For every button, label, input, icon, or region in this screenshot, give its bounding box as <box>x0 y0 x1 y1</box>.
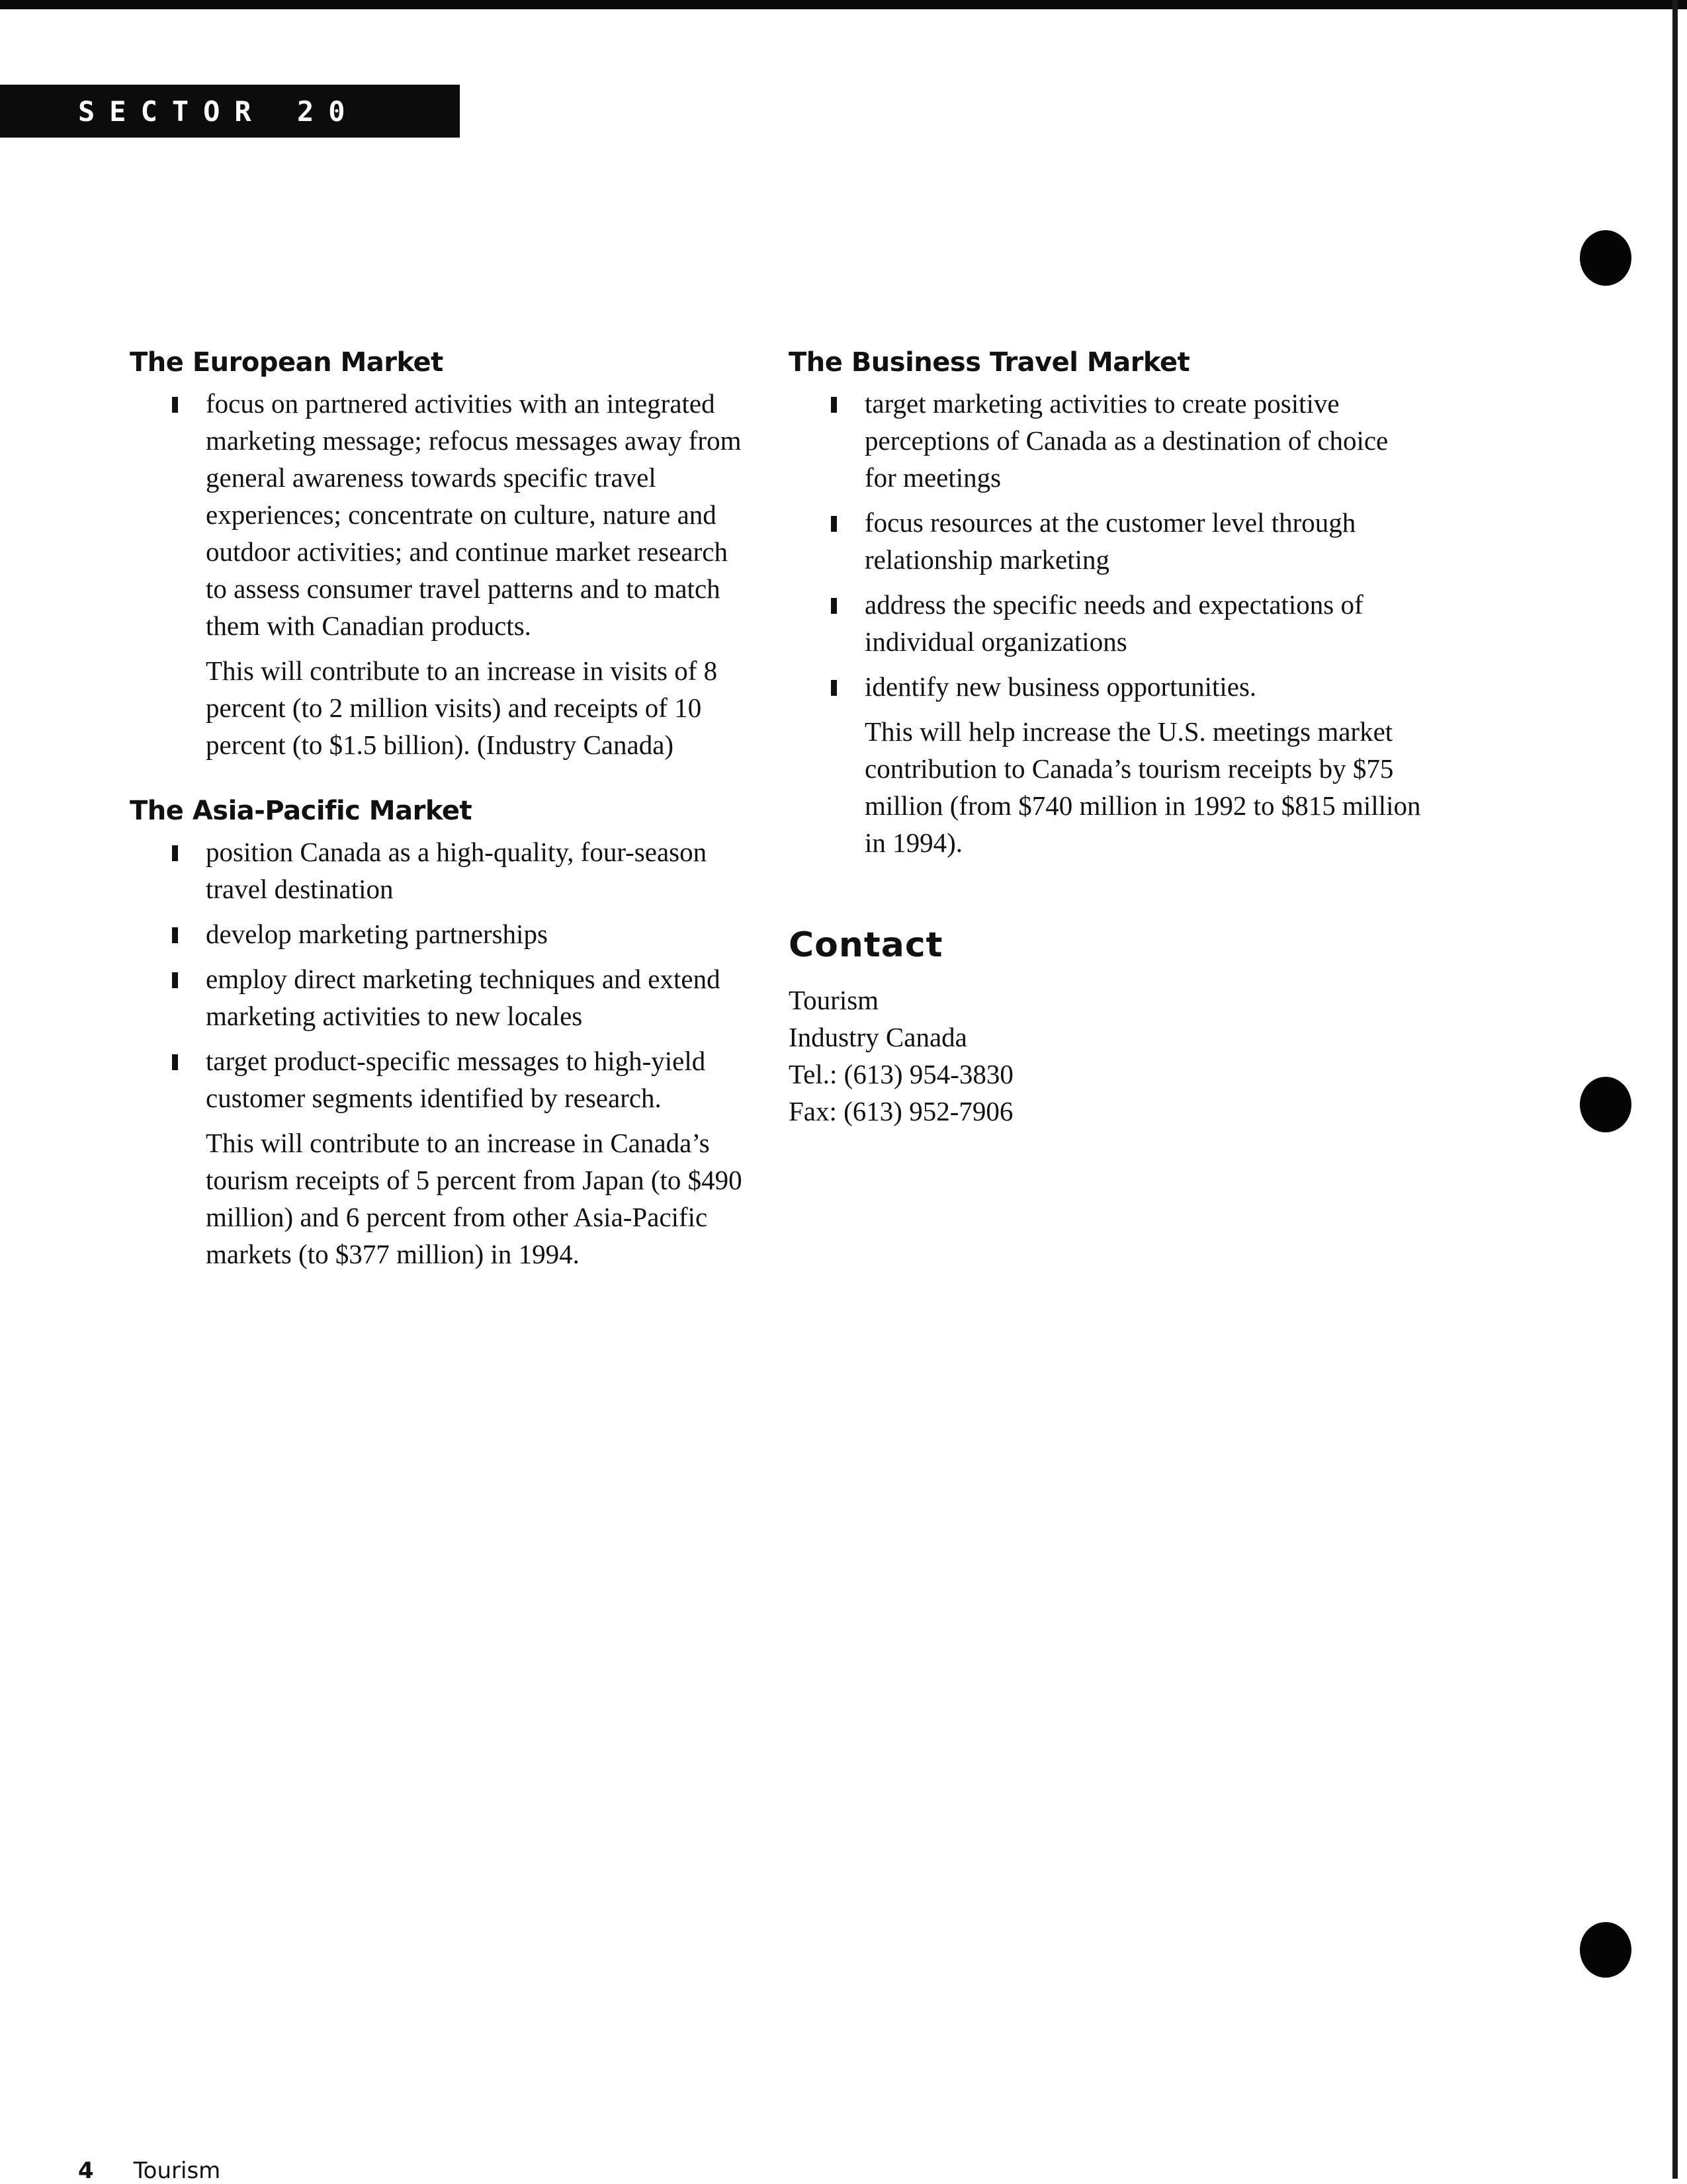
bullet-marker-icon <box>172 1054 178 1070</box>
page-footer <box>78 2158 220 2184</box>
bullet-marker-icon <box>831 516 837 532</box>
sector-tab <box>0 85 460 138</box>
business-travel-market-bullets <box>789 385 1424 705</box>
bullet-text: employ direct marketing techniques and extend marketing activities to new locales <box>206 964 720 1031</box>
business-travel-market-section <box>789 344 1424 861</box>
contact-phone: Tel.: (613) 954-3830 <box>789 1059 1014 1089</box>
list-item <box>789 668 1424 705</box>
bullet-marker-icon <box>172 972 178 988</box>
bullet-text: position Canada as a high-quality, four-season travel destination <box>206 837 707 904</box>
scan-right-edge <box>1672 0 1678 2179</box>
punch-hole-top <box>1580 230 1631 286</box>
list-item <box>789 504 1424 578</box>
left-column <box>130 344 745 1273</box>
bullet-marker-icon <box>172 845 178 861</box>
bullet-marker-icon <box>831 397 837 413</box>
list-item <box>130 833 745 907</box>
contact-fax: Fax: (613) 952-7906 <box>789 1096 1014 1126</box>
bullet-text: address the specific needs and expectations of individual organizations <box>865 589 1363 657</box>
european-market-section <box>130 344 745 763</box>
list-item <box>789 385 1424 496</box>
footer-section-name: Tourism <box>133 2158 221 2184</box>
list-item <box>789 586 1424 660</box>
european-market-bullets <box>130 385 745 644</box>
list-item <box>130 385 745 644</box>
list-item <box>130 1042 745 1116</box>
contact-section <box>789 922 1424 1130</box>
bullet-text: focus on partnered activities with an integrated marketing message; refocus messages away from general awareness towards specific travel experiences; concentrate on culture, nature and outdoor activities; and continue market research to assess consumer travel patterns and to match them with Canadian products. <box>206 388 742 641</box>
punch-hole-middle <box>1580 1077 1631 1132</box>
contact-heading: Contact <box>789 925 943 965</box>
list-item <box>130 915 745 952</box>
asia-pacific-market-outcome: This will contribute to an increase in Canada’s tourism receipts of 5 percent from Japan (to $490 million) and 6 percent from other Asia-Pacific markets (to $377 million) in 1994. <box>206 1128 742 1269</box>
asia-pacific-market-section <box>130 792 745 1273</box>
list-item <box>130 960 745 1034</box>
bullet-marker-icon <box>172 397 178 413</box>
page-number: 4 <box>78 2158 94 2184</box>
business-travel-market-outcome: This will help increase the U.S. meetings market contribution to Canada’s tourism receipts by $75 million (from $740 million in 1992 to $815 million in 1994). <box>865 716 1421 858</box>
bullet-text: target product-specific messages to high-yield customer segments identified by research. <box>206 1046 706 1113</box>
bullet-text: target marketing activities to create positive perceptions of Canada as a destination of choice for meetings <box>865 388 1389 493</box>
bullet-marker-icon <box>831 598 837 614</box>
asia-pacific-market-bullets <box>130 833 745 1116</box>
bullet-marker-icon <box>831 680 837 696</box>
sector-label: SECTOR 20 <box>78 95 360 128</box>
european-market-outcome: This will contribute to an increase in visits of 8 percent (to 2 million visits) and receipts of 10 percent (to $1.5 billion). (Industry Canada) <box>206 655 718 760</box>
business-travel-market-heading: The Business Travel Market <box>789 347 1190 378</box>
bullet-marker-icon <box>172 927 178 943</box>
contact-organization: Tourism <box>789 985 879 1015</box>
contact-department: Industry Canada <box>789 1022 967 1052</box>
bullet-text: identify new business opportunities. <box>865 671 1257 702</box>
right-column <box>789 344 1424 1130</box>
bullet-text: focus resources at the customer level through relationship marketing <box>865 507 1356 575</box>
scan-top-edge <box>0 0 1687 9</box>
section-spacer <box>130 763 745 792</box>
punch-hole-bottom <box>1580 1922 1631 1978</box>
european-market-heading: The European Market <box>130 347 443 378</box>
section-spacer <box>789 861 1424 922</box>
asia-pacific-market-heading: The Asia-Pacific Market <box>130 796 472 826</box>
bullet-text: develop marketing partnerships <box>206 919 548 949</box>
